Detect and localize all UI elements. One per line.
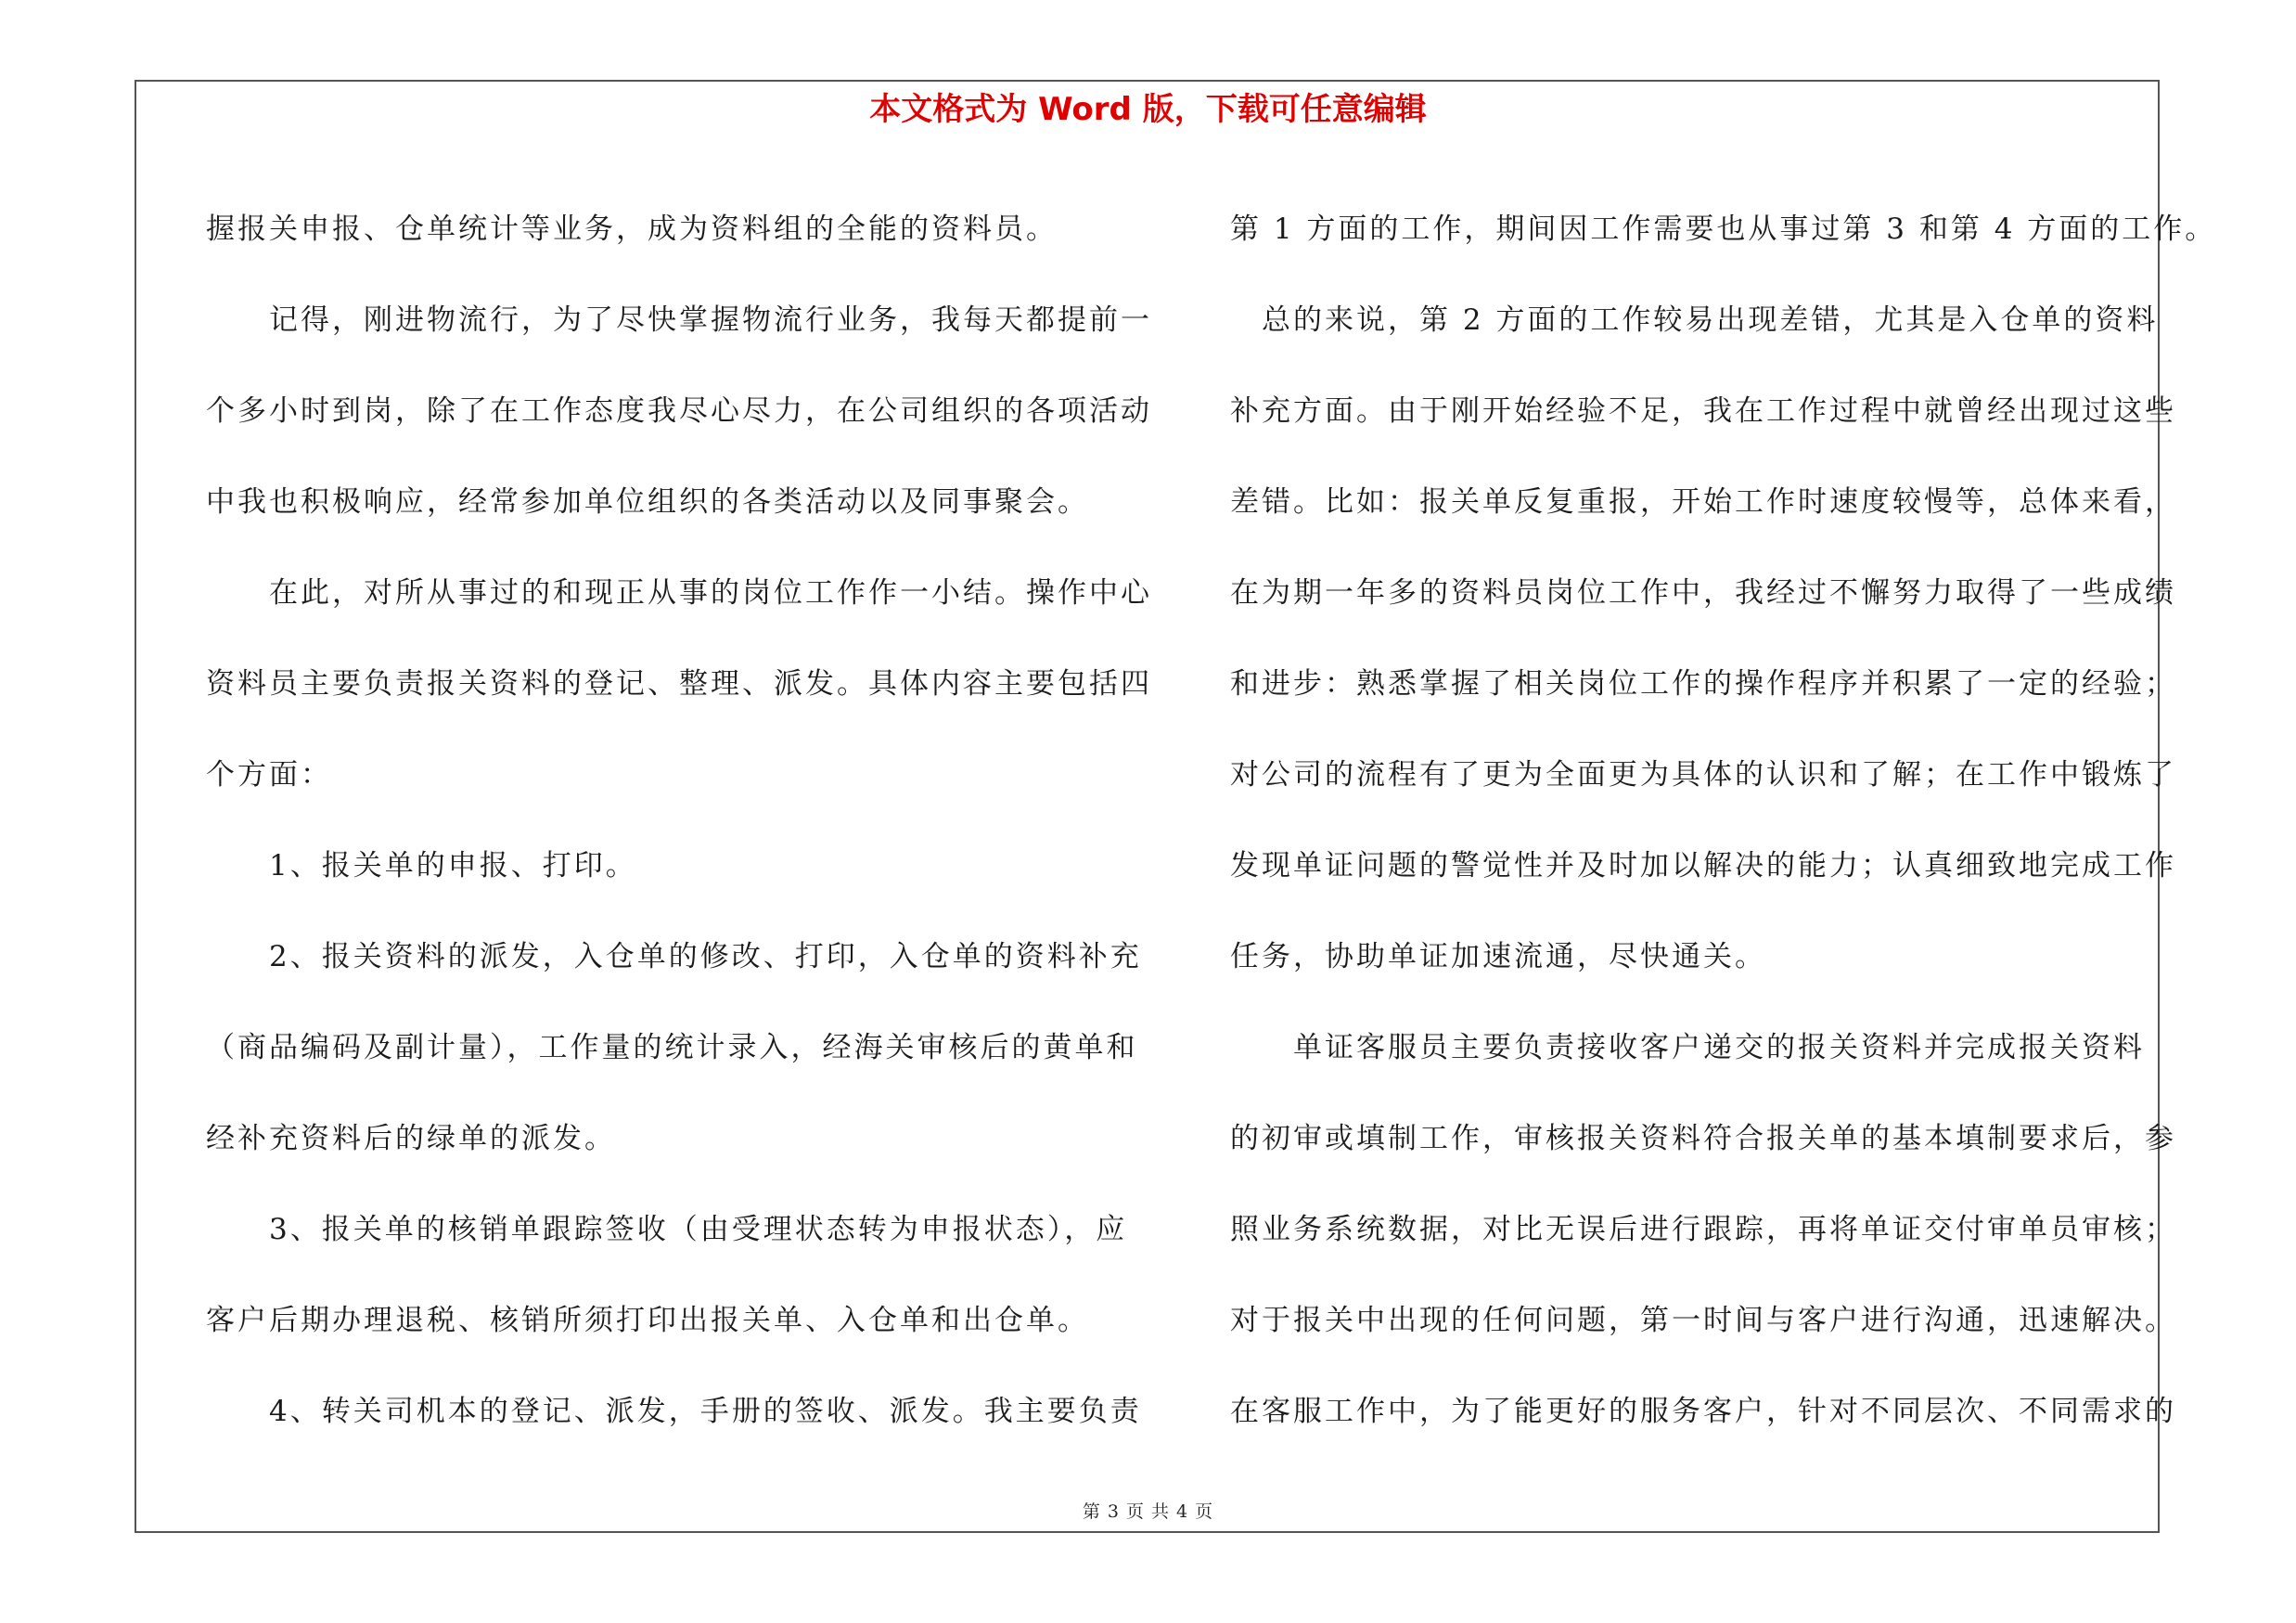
paragraph-line: 对于报关中出现的任何问题，第一时间与客户进行沟通，迅速解决。	[1230, 1304, 2176, 1337]
paragraph-line: 资料员主要负责报关资料的登记、整理、派发。具体内容主要包括四	[206, 667, 1152, 701]
paragraph-line: 4、转关司机本的登记、派发，手册的签收、派发。我主要负责	[206, 1395, 1142, 1428]
paragraph-line: 个多小时到岗，除了在工作态度我尽心尽力，在公司组织的各项活动	[206, 394, 1152, 428]
paragraph-line: 单证客服员主要负责接收客户递交的报关资料并完成报关资料	[1230, 1031, 2145, 1064]
paragraph-line: 对公司的流程有了更为全面更为具体的认识和了解；在工作中锻炼了	[1230, 758, 2176, 792]
paragraph-line: 握报关申报、仓单统计等业务，成为资料组的全能的资料员。	[206, 213, 1058, 246]
header-banner: 本文格式为 Word 版，下载可任意编辑	[869, 91, 1427, 128]
right-column	[1230, 184, 2216, 1457]
paragraph-line: 在为期一年多的资料员岗位工作中，我经过不懈努力取得了一些成绩	[1230, 576, 2176, 610]
paragraph-line: 中我也积极响应，经常参加单位组织的各类活动以及同事聚会。	[206, 485, 1089, 519]
paragraph-line: 的初审或填制工作，审核报关资料符合报关单的基本填制要求后，参	[1230, 1122, 2176, 1155]
paragraph-line: 个方面：	[206, 758, 332, 792]
paragraph-line: 在此，对所从事过的和现正从事的岗位工作作一小结。操作中心	[206, 576, 1152, 610]
paragraph-line: 记得，刚进物流行，为了尽快掌握物流行业务，我每天都提前一	[206, 303, 1152, 337]
paragraph-line: 在客服工作中，为了能更好的服务客户，针对不同层次、不同需求的	[1230, 1395, 2176, 1428]
paragraph-line: 经补充资料后的绿单的派发。	[206, 1122, 616, 1155]
paragraph-line: 第 1 方面的工作，期间因工作需要也从事过第 3 和第 4 方面的工作。	[1230, 213, 2217, 246]
paragraph-line: 总的来说，第 2 方面的工作较易出现差错，尤其是入仓单的资料	[1230, 303, 2159, 337]
paragraph-line: 1、报关单的申报、打印。	[206, 849, 637, 882]
paragraph-line: 客户后期办理退税、核销所须打印出报关单、入仓单和出仓单。	[206, 1304, 1089, 1337]
paragraph-line: 补充方面。由于刚开始经验不足，我在工作过程中就曾经出现过这些	[1230, 394, 2176, 428]
left-column	[206, 184, 1152, 1457]
paragraph-line: 照业务系统数据，对比无误后进行跟踪，再将单证交付审单员审核；	[1230, 1213, 2176, 1246]
paragraph-line: （商品编码及副计量），工作量的统计录入，经海关审核后的黄单和	[206, 1031, 1138, 1064]
paragraph-line: 差错。比如：报关单反复重报，开始工作时速度较慢等，总体来看，	[1230, 485, 2176, 519]
paragraph-line: 任务，协助单证加速流通，尽快通关。	[1230, 940, 1766, 973]
paragraph-line: 发现单证问题的警觉性并及时加以解决的能力；认真细致地完成工作	[1230, 849, 2176, 882]
page-number-footer: 第 3 页 共 4 页	[1082, 1501, 1214, 1522]
paragraph-line: 和进步：熟悉掌握了相关岗位工作的操作程序并积累了一定的经验；	[1230, 667, 2176, 701]
paragraph-line: 3、报关单的核销单跟踪签收（由受理状态转为申报状态），应	[206, 1213, 1128, 1246]
paragraph-line: 2、报关资料的派发，入仓单的修改、打印，入仓单的资料补充	[206, 940, 1142, 973]
